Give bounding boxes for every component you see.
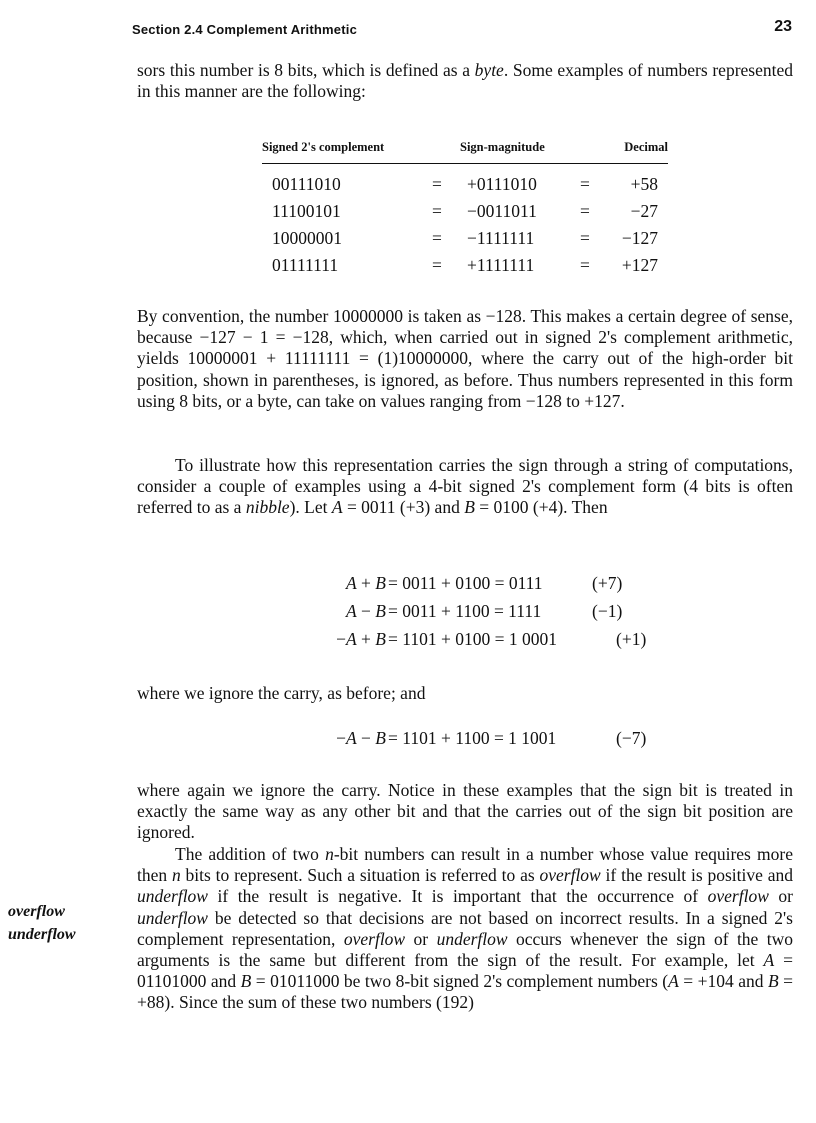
equation-neg-a-minus-b bbox=[276, 728, 676, 750]
cell-equals: = bbox=[580, 201, 590, 221]
equation-note: (+7) bbox=[592, 573, 623, 593]
header-twos: Signed 2's complement bbox=[262, 140, 385, 154]
equation-rhs: = 1101 + 0100 = 1 0001 bbox=[388, 629, 557, 649]
section-title: Section 2.4 Complement Arithmetic bbox=[132, 22, 357, 37]
equation-lhs: A − B bbox=[345, 601, 386, 621]
paragraph-sign-bit: where again we ignore the carry. Notice in these examples that the sign bit is treated in exactly the same way as any other bit and that the carries out of the sign bit position are ignored. bbox=[137, 780, 793, 843]
cell-sign-magnitude: −0011011 bbox=[467, 201, 537, 221]
cell-equals: = bbox=[580, 228, 590, 248]
table-header bbox=[262, 140, 668, 158]
cell-decimal: +127 bbox=[621, 255, 658, 275]
equation-a-minus-b bbox=[276, 601, 676, 623]
header-decimal: Decimal bbox=[624, 140, 668, 154]
cell-twos: 11100101 bbox=[272, 201, 341, 221]
equation-lhs: A + B bbox=[345, 573, 386, 593]
cell-decimal: −27 bbox=[630, 201, 658, 221]
margin-note-overflow: overflow bbox=[8, 903, 65, 920]
header-sign-magnitude: Sign-magnitude bbox=[460, 140, 545, 154]
table-row bbox=[262, 255, 668, 277]
equation-note: (−7) bbox=[616, 728, 647, 748]
cell-sign-magnitude: +1111111 bbox=[467, 255, 535, 275]
table-row bbox=[262, 201, 668, 223]
cell-equals: = bbox=[432, 255, 442, 275]
cell-sign-magnitude: +0111010 bbox=[467, 174, 537, 194]
table-row bbox=[262, 174, 668, 196]
cell-equals: = bbox=[432, 228, 442, 248]
text-ignore-carry: where we ignore the carry, as before; and bbox=[137, 683, 426, 703]
equation-note: (−1) bbox=[592, 601, 623, 621]
cell-twos: 00111010 bbox=[272, 174, 341, 194]
equation-rhs: = 0011 + 1100 = 1111 bbox=[388, 601, 542, 621]
equation-note: (+1) bbox=[616, 629, 647, 649]
margin-note-underflow: underflow bbox=[8, 926, 76, 943]
cell-equals: = bbox=[580, 255, 590, 275]
running-header bbox=[132, 18, 792, 42]
page-number: 23 bbox=[774, 18, 792, 35]
paragraph-convention: By convention, the number 10000000 is taken as −128. This makes a certain degree of sense, because −127 − 1 = −128, which, when carried out in signed 2's complement arithmetic, yields 10000001 + 11111111 = (1)10000000, where the carry out of the high-order bit position, shown in parentheses, is ignored, as before. Thus numbers represented in this form using 8 bits, or a byte, can take on values ranging from −128 to +127. bbox=[137, 306, 793, 411]
equation-neg-a-plus-b bbox=[276, 629, 676, 651]
cell-twos: 10000001 bbox=[272, 228, 342, 248]
table-rule bbox=[262, 163, 668, 164]
intro-paragraph: sors this number is 8 bits, which is defined as a byte. Some examples of numbers represented in this manner are the following: bbox=[137, 60, 793, 102]
cell-decimal: +58 bbox=[630, 174, 658, 194]
equation-rhs: = 0011 + 0100 = 0111 bbox=[388, 573, 543, 593]
cell-equals: = bbox=[580, 174, 590, 194]
cell-twos: 01111111 bbox=[272, 255, 339, 275]
paragraph-overflow: The addition of two n-bit numbers can result in a number whose value requires more then n bits to represent. Such a situation is referred to as overflow if the result is positive and underflow if the result is negative. It is important that the occurrence of overflow or underflow be detected so that decisions are not based on incorrect results. In a signed 2's complement representation, overflow or underflow occurs whenever the sign of the two arguments is the same but different from the sign of the result. For example, let A = 01101000 and B = 01011000 be two 8-bit signed 2's complement numbers (A = +104 and B = +88). Since the sum of these two numbers (192) bbox=[137, 844, 794, 1013]
equation-rhs: = 1101 + 1100 = 1 1001 bbox=[388, 728, 557, 748]
cell-equals: = bbox=[432, 201, 442, 221]
cell-sign-magnitude: −1111111 bbox=[467, 228, 535, 248]
cell-decimal: −127 bbox=[621, 228, 658, 248]
equation-lhs: −A + B bbox=[336, 629, 386, 649]
table-row bbox=[262, 228, 668, 250]
cell-equals: = bbox=[432, 174, 442, 194]
paragraph-illustrate: To illustrate how this representation carries the sign through a string of computations, consider a couple of examples using a 4-bit signed 2's complement form (4 bits is often referred to as a nibble). Let A = 0011 (+3) and B = 0100 (+4). Then bbox=[137, 455, 793, 518]
equation-a-plus-b bbox=[276, 573, 676, 595]
equation-lhs: −A − B bbox=[336, 728, 386, 748]
